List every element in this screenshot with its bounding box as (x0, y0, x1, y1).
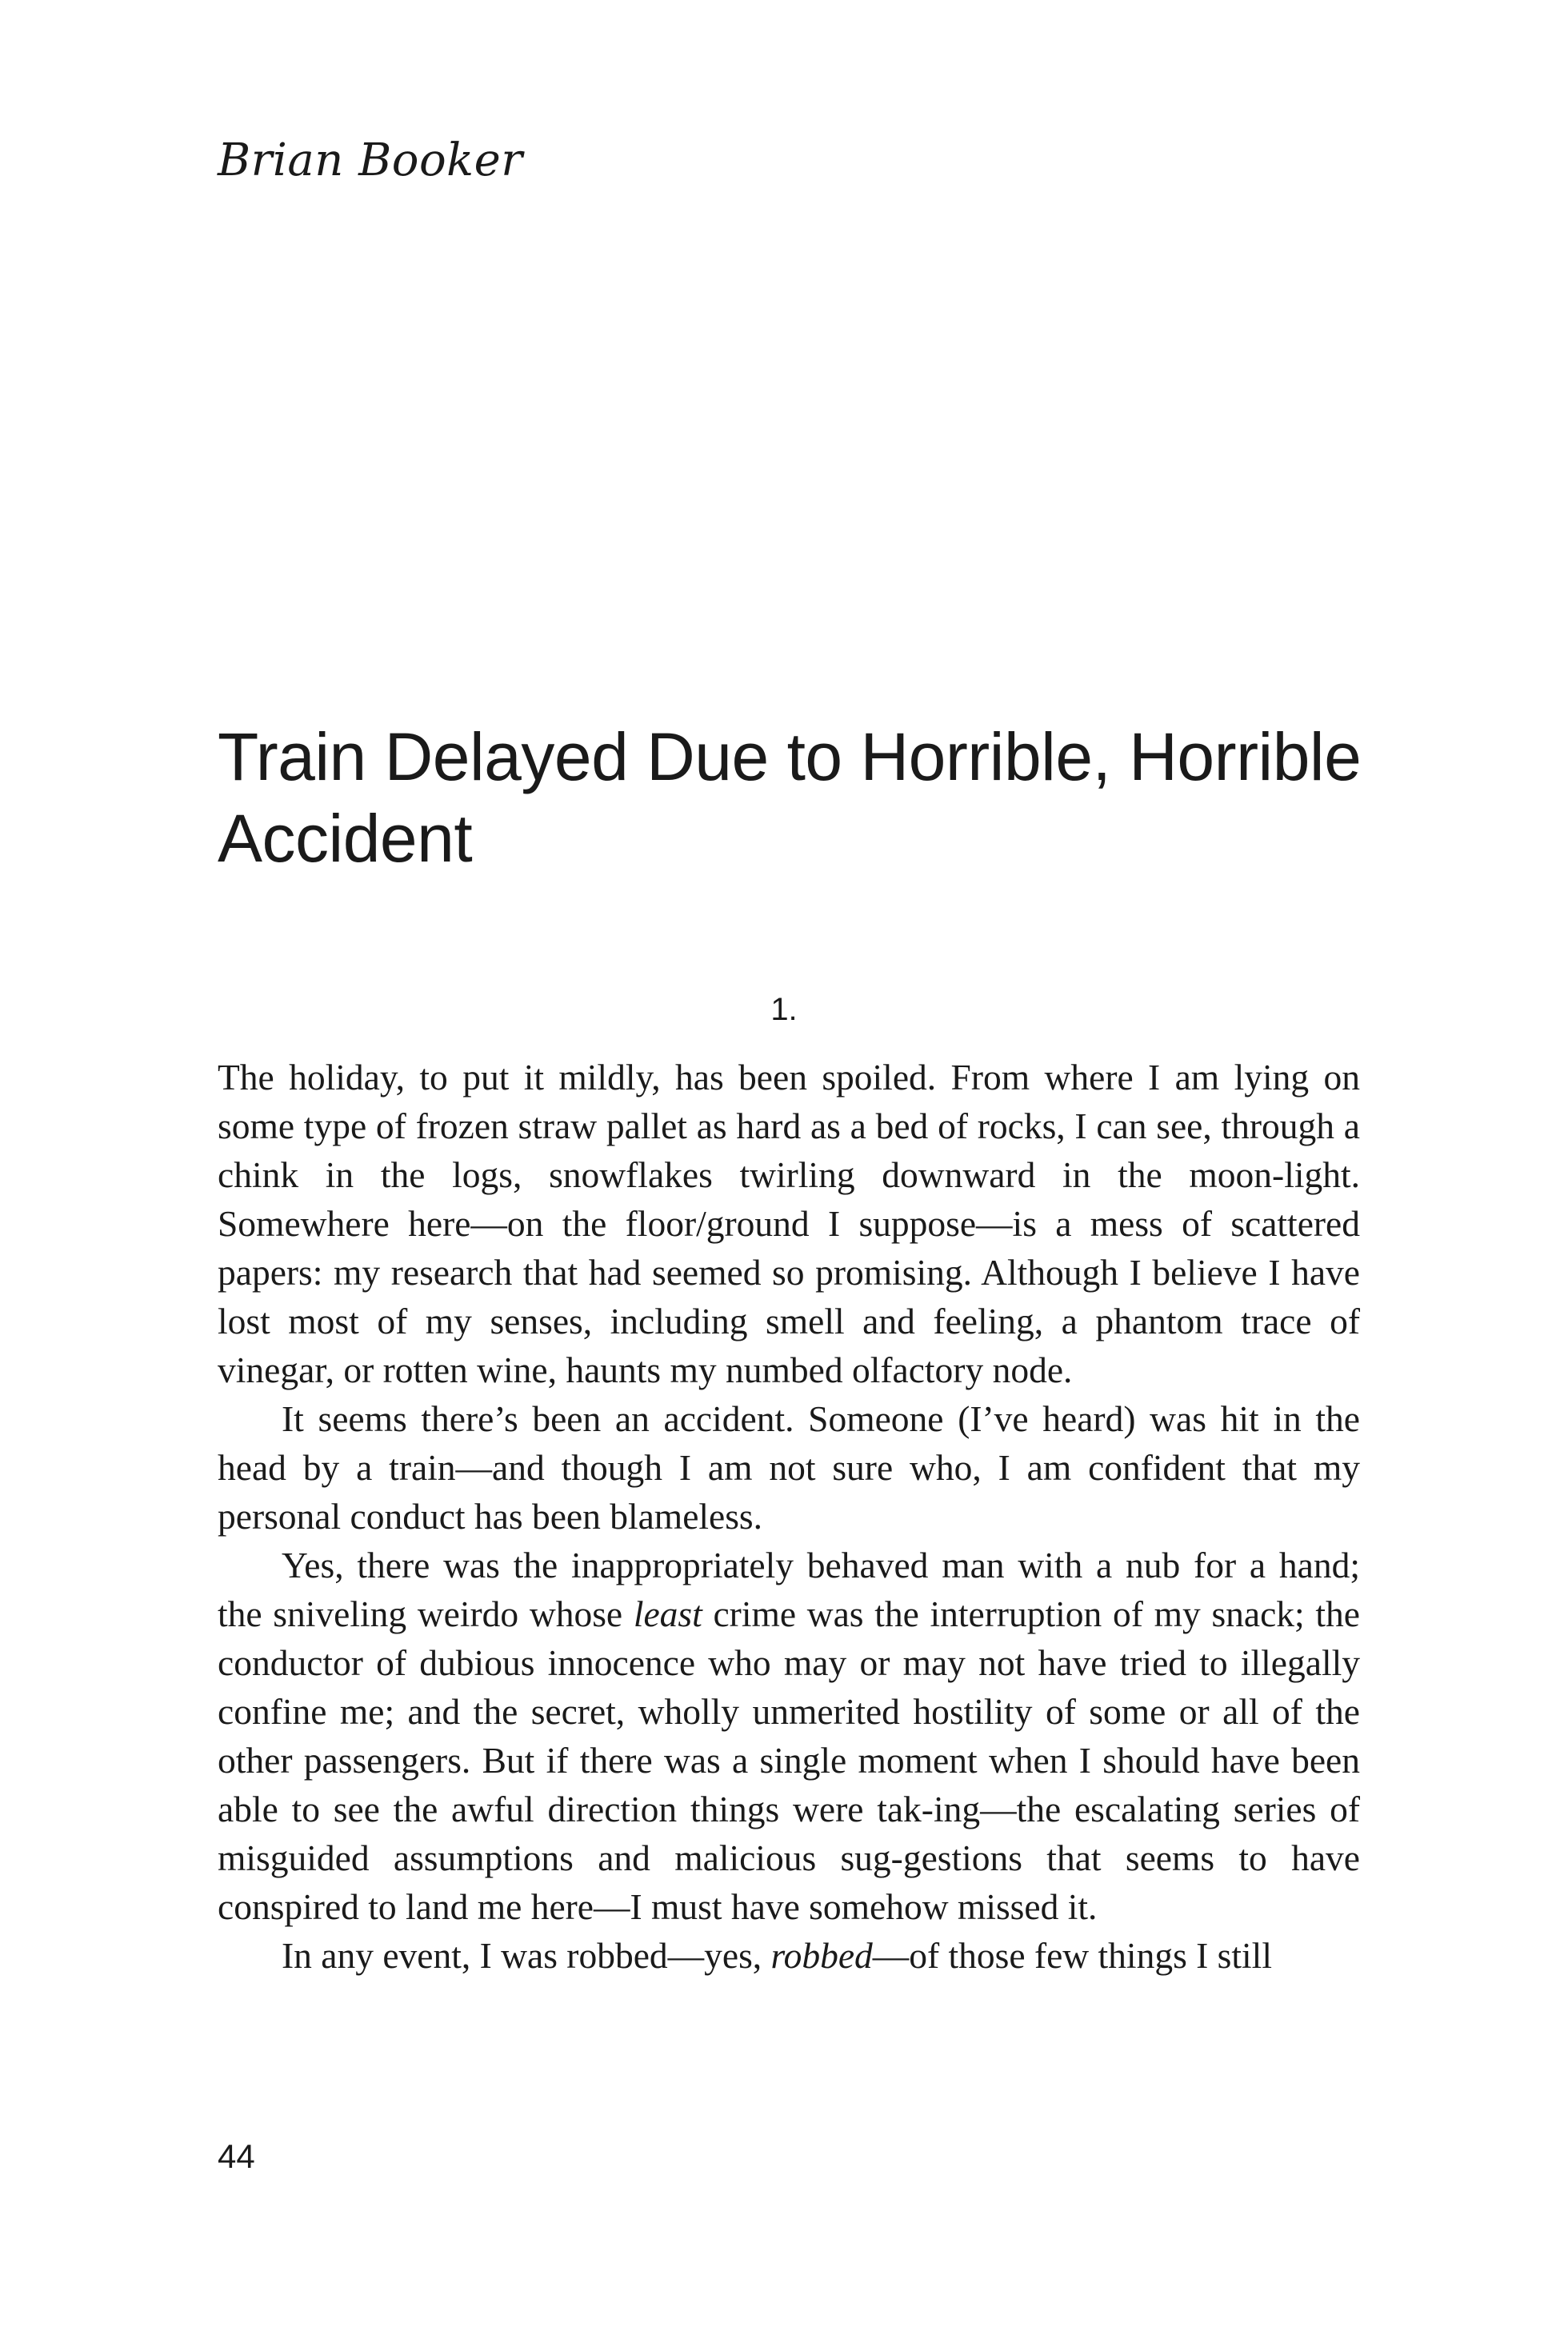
paragraph-3-part-1: Yes, there was the inappropriately behaved man with a nub for a hand; the sniveling weirdo whose (218, 1545, 1360, 1634)
paragraph-4-part-1: In any event, I was robbed—yes, (282, 1935, 771, 1976)
paragraph-2: It seems there’s been an accident. Someone (I’ve heard) was hit in the head by a train—and though I am not sure who, I am confident that my personal conduct has been blameless. (218, 1398, 1360, 1537)
paragraph-4-part-2: —of those few things I still (872, 1935, 1272, 1976)
paragraph-1: The holiday, to put it mildly, has been spoiled. From where I am lying on some type of frozen straw pallet as hard as a bed of rocks, I can see, through a chink in the logs, snowflakes twirling downward in the moon-light. Somewhere here—on the floor/ground I suppose—is a mess of scattered papers: my research that had seemed so promising. Although I believe I have lost most of my senses, including smell and feeling, a phantom trace of vinegar, or rotten wine, haunts my numbed olfactory node. (218, 1057, 1360, 1390)
body-text (218, 1053, 1360, 1980)
paragraph-3-part-2: crime was the interruption of my snack; the conductor of dubious innocence who may or may not have tried to illegally confine me; and the secret, wholly unmerited hostility of some or all of the other passengers. But if there was a single moment when I should have been able to see the awful direction things were tak-ing—the escalating series of misguided assumptions and malicious sug-gestions that seems to have conspired to land me here—I must have somehow missed it. (218, 1593, 1360, 1927)
running-header-author: Brian Booker (218, 134, 523, 186)
emphasis-robbed: robbed (770, 1935, 873, 1976)
page-number: 44 (218, 2137, 255, 2175)
section-number: 1. (770, 992, 798, 1027)
paragraph-3 (218, 1541, 1360, 1931)
emphasis-least: least (633, 1593, 702, 1634)
paragraph-4 (218, 1931, 1360, 1980)
chapter-title: Train Delayed Due to Horrible, Horrible Accident (218, 719, 1362, 876)
